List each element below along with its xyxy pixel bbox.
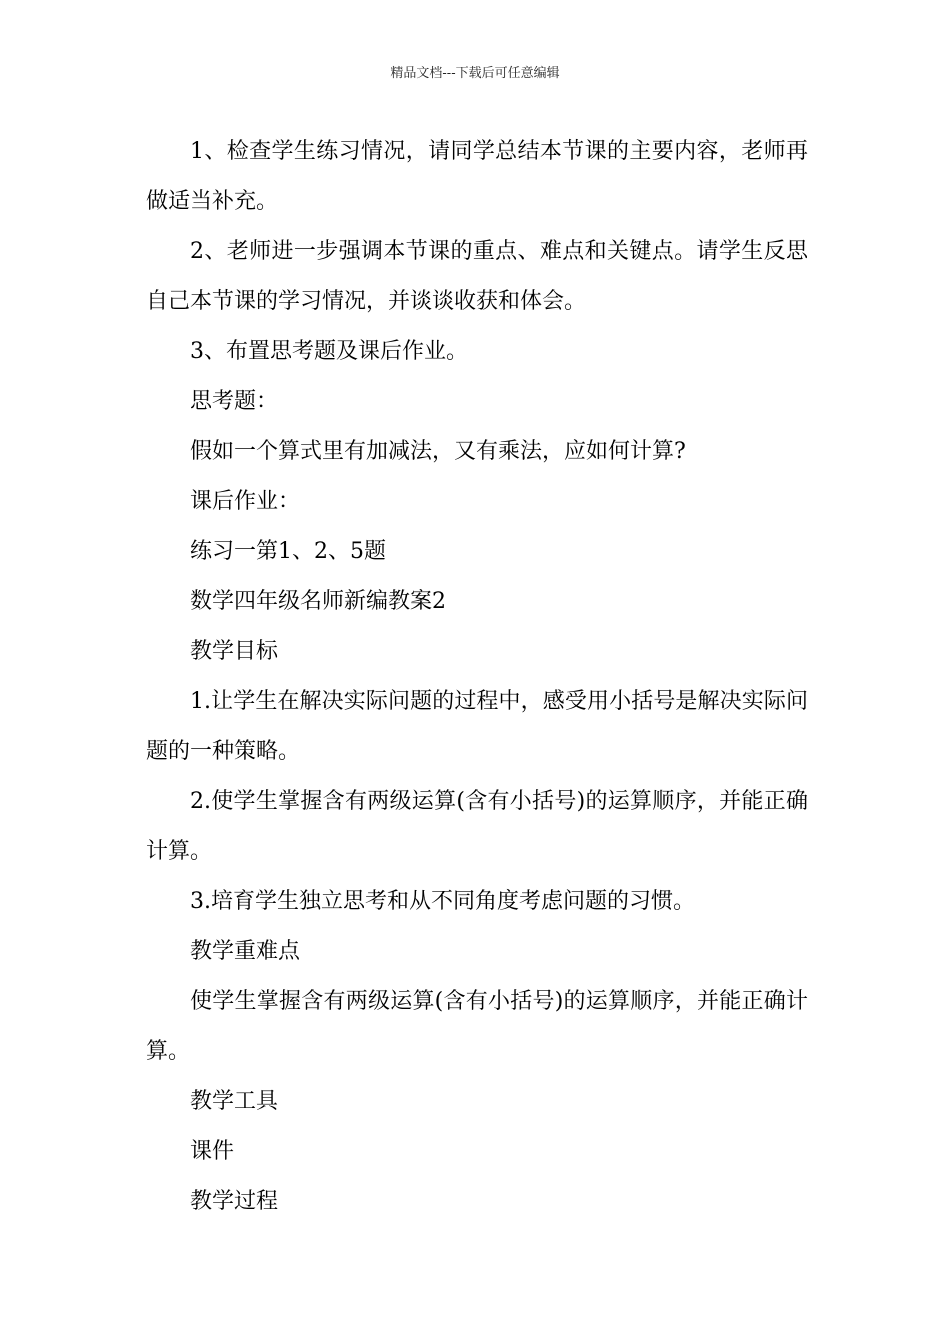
paragraph: 思考题： [190, 389, 279, 414]
section-title: 数学四年级名师新编教案2 [190, 589, 446, 614]
paragraph: 练习一第1、2、5题 [190, 539, 386, 564]
paragraph: 3.培育学生独立思考和从不同角度考虑问题的习惯。 [190, 889, 695, 914]
section-heading: 教学工具 [190, 1089, 279, 1114]
section-heading: 教学重难点 [190, 939, 301, 964]
paragraph: 假如一个算式里有加减法，又有乘法，应如何计算? [190, 439, 686, 464]
paragraph: 课件 [190, 1139, 235, 1164]
section-heading: 教学过程 [190, 1189, 279, 1214]
paragraph: 课后作业： [190, 489, 301, 514]
paragraph: 2、老师进一步强调本节课的重点、难点和关键点。请学生反思自己本节课的学习情况，并谈谈收获和体会。 [146, 239, 808, 314]
section-heading: 教学目标 [190, 639, 279, 664]
paragraph: 1、检查学生练习情况，请同学总结本节课的主要内容，老师再做适当补充。 [146, 139, 808, 214]
paragraph: 3、布置思考题及课后作业。 [190, 339, 468, 364]
paragraph: 2.使学生掌握含有两级运算(含有小括号)的运算顺序，并能正确计算。 [146, 789, 808, 864]
paragraph: 使学生掌握含有两级运算(含有小括号)的运算顺序，并能正确计算。 [146, 989, 808, 1064]
paragraph: 1.让学生在解决实际问题的过程中，感受用小括号是解决实际问题的一种策略。 [146, 689, 808, 764]
document-body [146, 127, 808, 1227]
page-header: 精品文档---下载后可任意编辑 [390, 66, 560, 81]
